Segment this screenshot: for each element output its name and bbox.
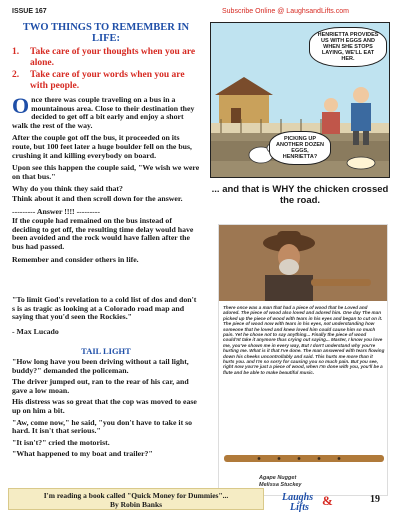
story-paragraph: Once there was couple traveling on a bus in a mountainous area. Close to their destination they decided to get off a bit early and enjoy a short walk the rest of the way.: [12, 93, 195, 130]
signature-line: Melissa Stuckey: [259, 481, 302, 488]
subscribe-link[interactable]: Subscribe Online @ LaughsandLifts.com: [222, 8, 349, 15]
logo-word: Laughs: [282, 492, 314, 503]
rule-item: [12, 70, 200, 91]
rule-item: [12, 47, 200, 68]
article-column: [12, 22, 200, 268]
story-paragraph: Think about it and then scroll down for the answer.: [12, 193, 183, 203]
article-headline: TWO THINGS TO REMEMBER IN LIFE:: [22, 22, 190, 44]
quote-author: - Max Lucado: [12, 326, 59, 336]
bus-story: [12, 93, 200, 264]
speech-bubble-top: HENRIETTA PROVIDES US WITH EGGS AND WHEN SHE STOPS LAYING, WE'LL EAT HER.: [309, 27, 387, 67]
story-paragraph: Upon see this happen the couple said, "We wish we were on that bus.": [12, 163, 200, 181]
rule-text: Take care of your words when you are with people.: [30, 70, 185, 91]
story-paragraph: Why do you think they said that?: [12, 184, 123, 194]
tail-light-paragraph: His distress was so great that the cop was moved to ease up on him a bit.: [12, 397, 197, 415]
wood-story-text: There once was a man that had a piece of wood that he Loved and adored. The piece of wood also loved and adored him. One day The man picked up the piece of wood with tears in his eyes and began to cut on it. The piece of wood now with tears in his eyes, not understanding how someone that he loved and knew loved him could cause him so much pain. Yet he chose not to say anything... Finally the piece of wood could'nt take it anymore thus crying out saying... Master, I know you love me, you've shown me in every way, But I don't understand why you're hurting me. What is it that I've done. The man answered with tears flowing down his cheeks uncontrollably and said. This hurts me more than it hurts you. and I'm so sorry for causing you so much pain. But you see, right now you're just a piece of wood, when I'm done with you, you'll be a flute and be able to make beautiful music.: [223, 305, 385, 375]
tail-light-paragraph: "It isn't?" cried the motorist.: [12, 437, 110, 447]
quote-text: "To limit God's revelation to a cold list of dos and don't s is as tragic as looking at a Colorado road map and saying that you'd seen the Rockies.": [12, 295, 197, 322]
max-lucado-quote: [12, 296, 200, 336]
flute-story-image: [218, 224, 388, 496]
logo-mark: [280, 490, 354, 512]
logo-ampersand: &: [322, 493, 333, 508]
drop-cap: O: [12, 93, 30, 118]
answer-divider: --------- Answer !!!! ---------: [12, 206, 100, 216]
rule-text: Take care of your thoughts when you are alone.: [30, 47, 196, 68]
footer-joke: [8, 488, 264, 510]
speech-bubble-bottom: PICKING UP ANOTHER DOZEN EGGS, HENRIETTA?: [269, 131, 331, 165]
signature-line: Agape Nugget: [259, 475, 297, 481]
issue-number: ISSUE 167: [12, 8, 47, 15]
tail-light-paragraph: "How long have you been driving without a tail light, buddy?" demanded the policeman.: [12, 357, 189, 375]
story-paragraph: If the couple had remained on the bus instead of deciding to get off, the resulting time delay would have been avoided and the rock would have fallen after the bus had passed.: [12, 216, 194, 251]
tail-light-title: TAIL LIGHT: [81, 346, 131, 356]
rule-number: 2.: [12, 70, 20, 80]
footer-joke-author: By Robin Banks: [109, 500, 163, 509]
chicken-cartoon: [210, 22, 390, 178]
rule-number: 1.: [12, 47, 20, 57]
laughs-and-lifts-logo: [280, 490, 354, 512]
tail-light-paragraph: The driver jumped out, ran to the rear of his car, and gave a low moan.: [12, 377, 189, 395]
cartoon-caption: ... and that is WHY the chicken crossed the road.: [211, 184, 389, 206]
page-number: 19: [370, 494, 380, 505]
logo-word: Lifts: [290, 502, 309, 512]
story-paragraph: Remember and consider others in life.: [12, 254, 139, 264]
tail-light-story: [12, 358, 200, 462]
story-signature: [259, 475, 302, 488]
tail-light-paragraph: "What happened to my boat and trailer?": [12, 449, 153, 459]
tail-light-paragraph: "Aw, come now," he said, "you don't have to take it so hard. It isn't that serious.": [12, 417, 193, 436]
footer-joke-line: I'm reading a book called "Quick Money for Dummies"...: [43, 491, 229, 500]
story-paragraph: After the couple got off the bus, it proceeded on its route, but 100 feet later a huge boulder fell on the bus, crushing it and killing everybody on board.: [12, 133, 192, 160]
